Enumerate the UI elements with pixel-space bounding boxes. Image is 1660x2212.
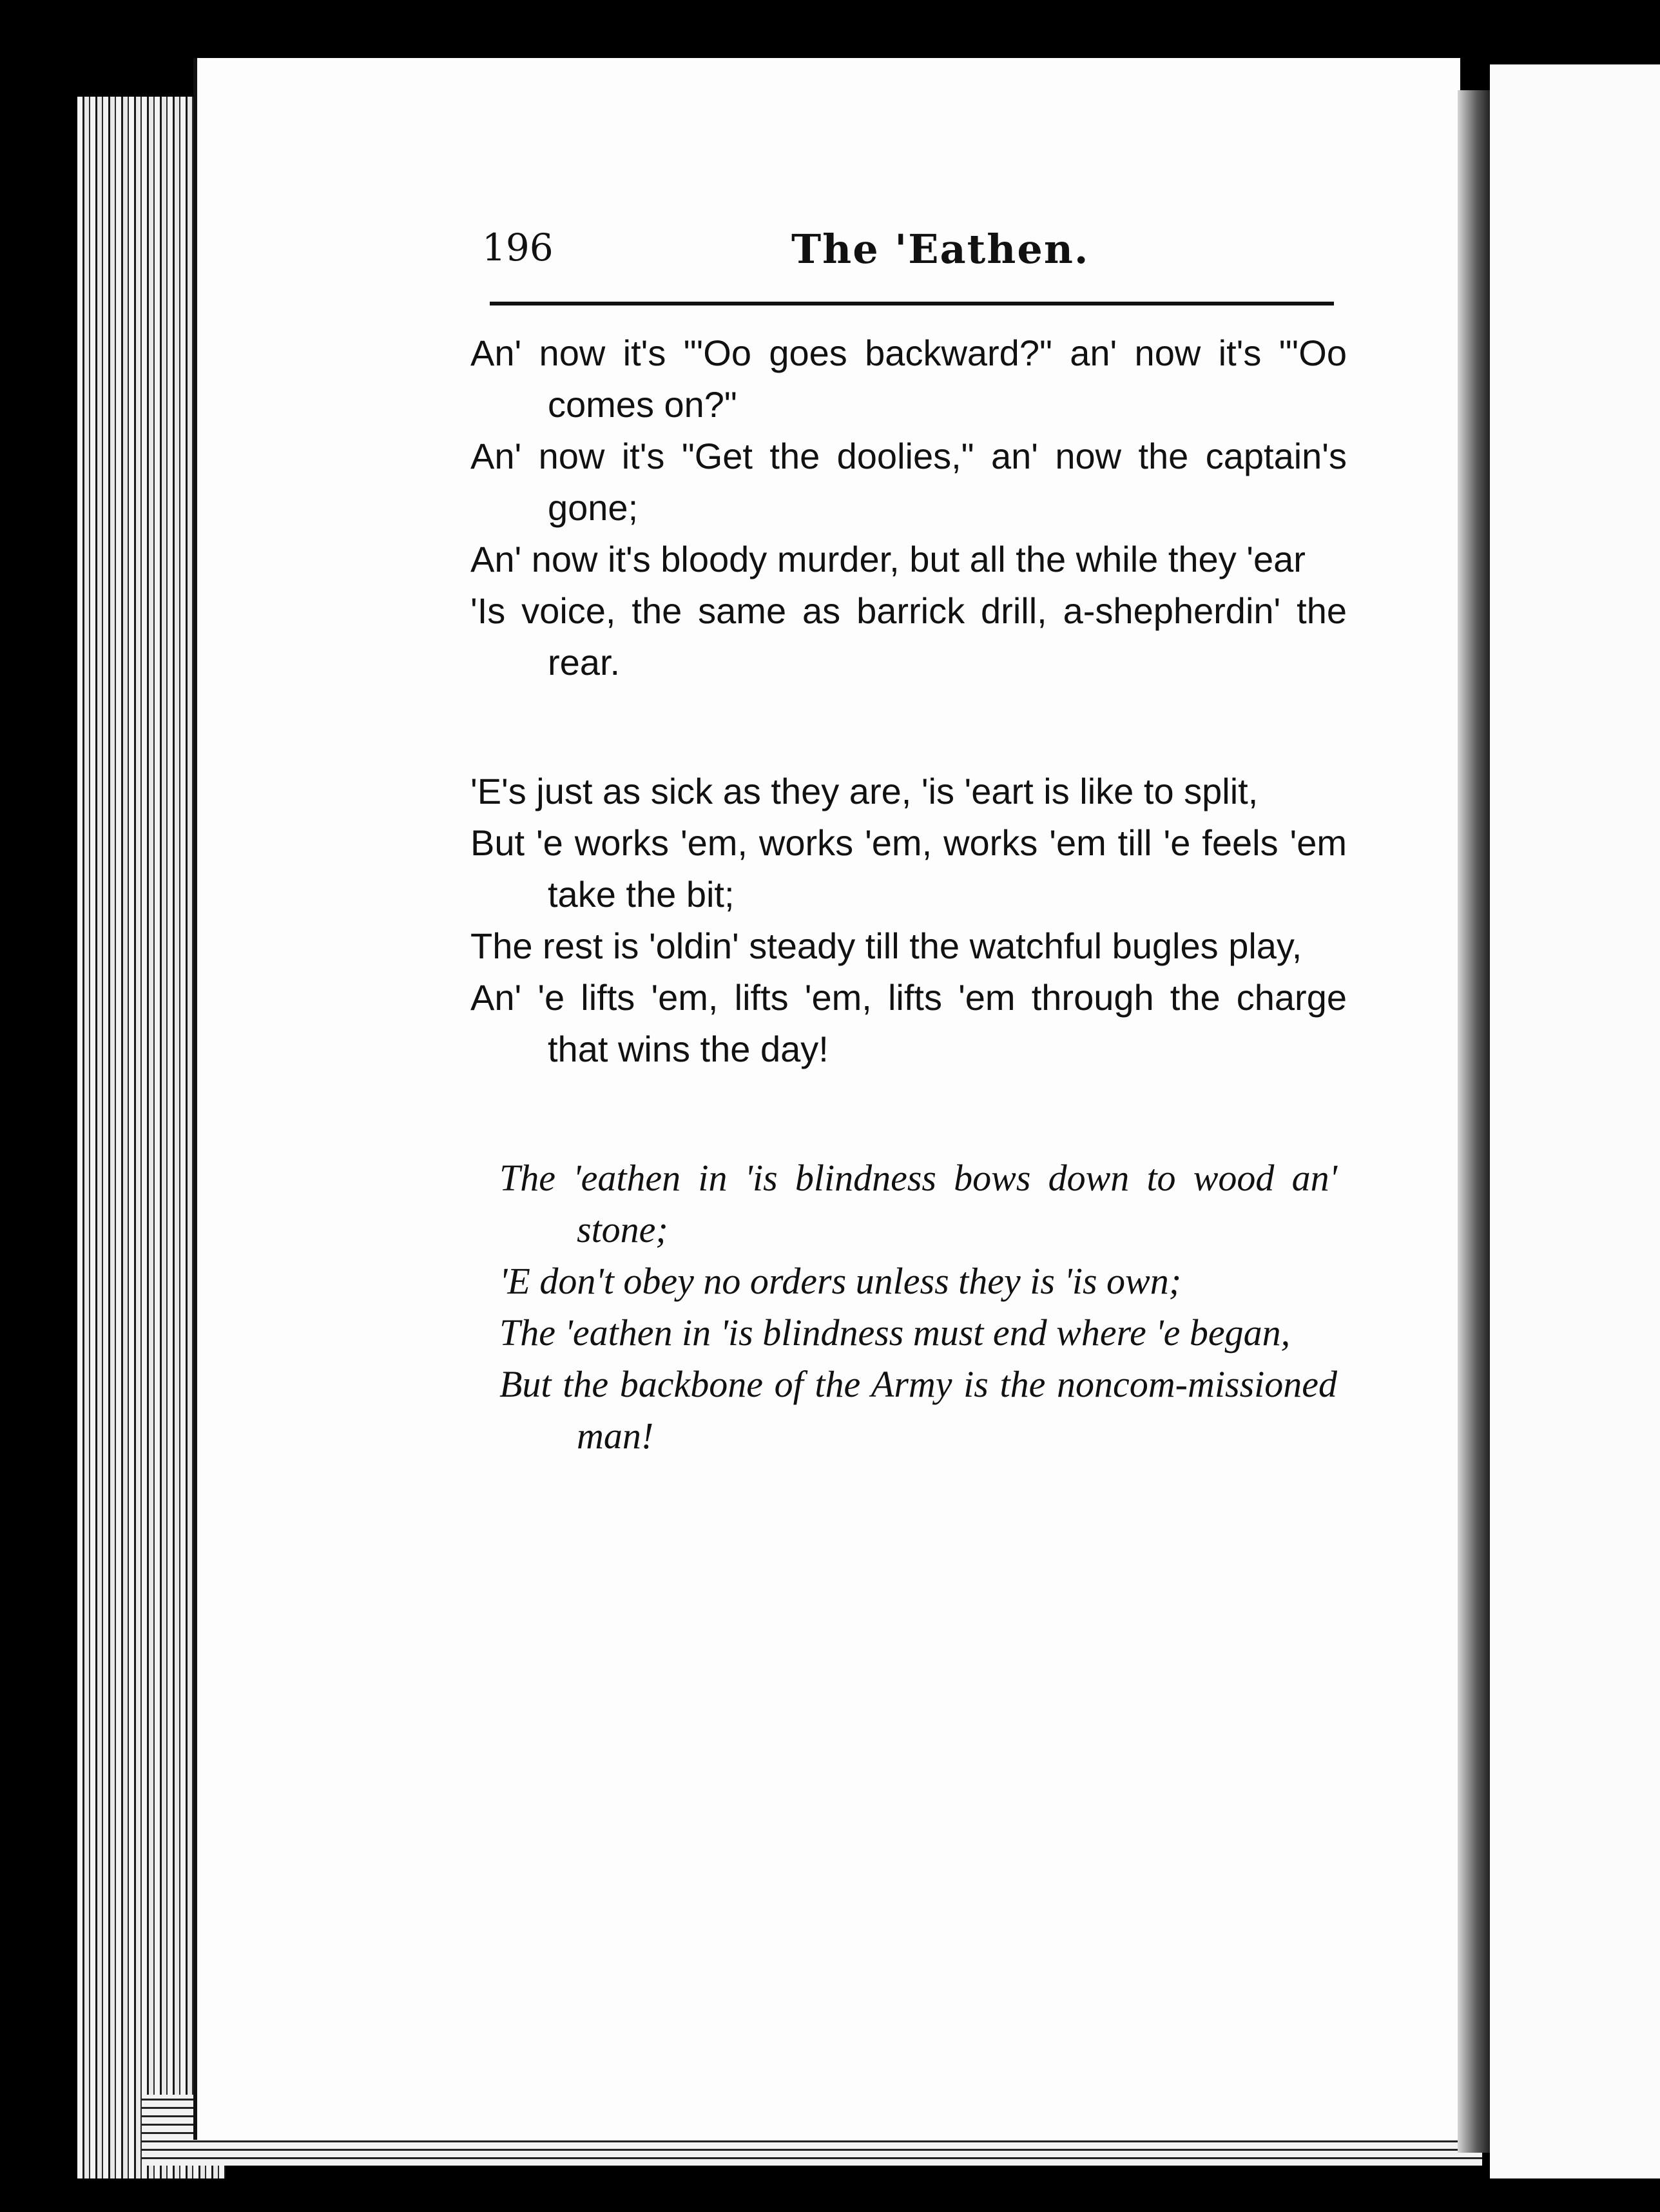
poem-text xyxy=(470,327,1347,1539)
stanza xyxy=(470,766,1347,1075)
verse-line: But 'e works 'em, works 'em, works 'em till 'e feels 'em take the bit; xyxy=(470,822,1347,915)
verse-line: 'E don't obey no orders unless they is 'is own; xyxy=(499,1260,1182,1302)
verse-line: But the backbone of the Army is the noncom-missioned man! xyxy=(499,1363,1337,1457)
verse-line: The 'eathen in 'is blindness must end where 'e began, xyxy=(499,1312,1291,1353)
verse-line: An' now it's "Get the doolies," an' now the captain's gone; xyxy=(470,436,1347,528)
facing-page xyxy=(1490,64,1660,2178)
verse-line: 'Is voice, the same as barrick drill, a-shepherdin' the rear. xyxy=(470,590,1347,683)
verse-line: An' now it's bloody murder, but all the while they 'ear xyxy=(470,539,1306,579)
verse-line: The rest is 'oldin' steady till the watchful bugles play, xyxy=(470,926,1302,966)
running-head: The 'Eathen. xyxy=(791,226,1090,273)
verse-line: The 'eathen in 'is blindness bows down to wood an' stone; xyxy=(499,1157,1337,1250)
page-header xyxy=(482,219,1333,290)
header-rule xyxy=(490,302,1334,306)
verse-line: An' 'e lifts 'em, lifts 'em, lifts 'em through the charge that wins the day! xyxy=(470,977,1347,1069)
verse-line: 'E's just as sick as they are, 'is 'eart is like to split, xyxy=(470,771,1259,811)
page-number: 196 xyxy=(482,226,554,269)
book-gutter xyxy=(1458,90,1490,2153)
stanza xyxy=(470,327,1347,688)
verse-line: An' now it's "'Oo goes backward?" an' now it's "'Oo comes on?" xyxy=(470,333,1347,425)
refrain-stanza xyxy=(499,1152,1337,1462)
